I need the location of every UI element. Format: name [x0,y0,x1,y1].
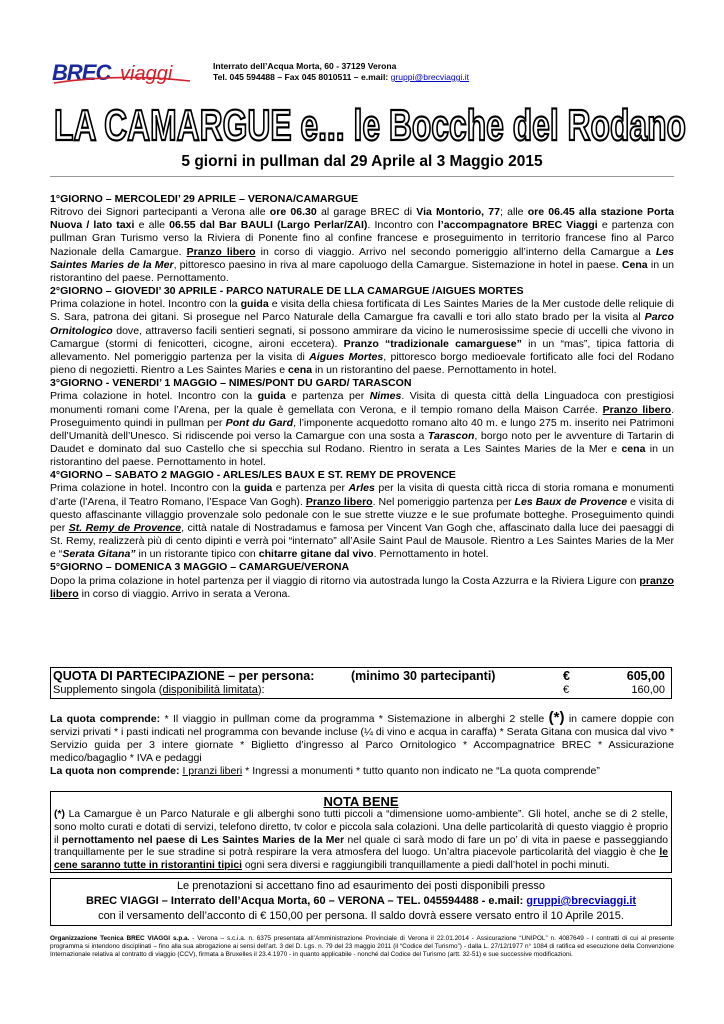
booking-line-3: con il versamento dell’acconto di € 150,00 per persona. Il saldo dovrà essere versato entro il 10 Aprile 2015. [98,910,624,922]
quota-price: 605,00 [626,669,665,683]
star-mark: (*) [548,709,565,726]
currency-symbol: € [563,669,570,683]
day-3-body: Prima colazione in hotel. Incontro con la guida e partenza per Nimes. Visita di questa città della Linguadoca con prestigiosi monumenti romani come l’Arena, per la quale è gemellata con Verona, e il tempio romano della Maison Carrée. Pranzo libero. Proseguimento quindi in pullman per Pont du Gard, l’imponente acquedotto romano alto 40 m. e lungo 275 m. inserito nei Patrimoni dell’Umanità dell’Unesco. Si ridiscende poi verso la Camargue con una sosta a Tarascon, borgo noto per le avventure di Tartarin di Daudet e dominato dal suo Castello che si specchia sul Rodano. Rientro in serata a Les Saintes Maries de la Mer e cena in un ristorantino del paese. Pernottamento in hotel. [50,390,675,469]
title-text: LA CAMARGUE e... le Bocche del Rodano [54,101,686,150]
supplement-label: Supplemento singola (disponibilità limitata): [53,684,265,696]
day-3-heading: 3°GIORNO - VENERDI’ 1 MAGGIO – NIMES/PONT DU GARD/ TARASCON [50,377,412,390]
currency-symbol: € [563,684,570,696]
svg-text:BREC: BREC [52,60,111,85]
day-4-body: Prima colazione in hotel. Incontro con la guida e partenza per Arles per la visita di questa città ricca di storia romana e monumenti d’arte (l’Arena, il Teatro Romano, l’Espace Van Gogh). Pranzo libero. Nel pomeriggio partenza per Les Baux de Provence e visita di questo affascinante villaggio provenzale solo pedonale con le sue strette viuzze e le sue profumate botteghe. Proseguimento quindi per St. Remy de Provence, città natale di Nostradamus e famosa per Vincent Van Gogh che, affascinato dalla luce dei paesaggi di St. Remy, realizzerà più di cento dipinti e verrà poi “internato” all’Asile Saint Paul de Mausole. Rientro a Les Saintes Maries de la Mer e “Serata Gitana” in un ristorante tipico con chitarre gitane dal vivo. Pernottamento in hotel. [50,482,674,561]
divider [50,176,674,177]
agency-contacts [213,61,469,83]
quota-label: QUOTA DI PARTECIPAZIONE – per persona: [53,669,315,683]
supplement-price: 160,00 [631,684,665,696]
nota-bene-box [50,791,672,873]
booking-box [50,878,672,926]
not-includes-label: La quota non comprende: [50,765,180,778]
booking-line-2: BREC VIAGGI – Interrato dell’Acqua Morta, 60 – VERONA – TEL. 045594488 - e.mail: [85,895,527,907]
page-title [50,92,690,150]
itinerary [50,193,674,601]
day-2-heading: 2°GIORNO – GIOVEDI’ 30 APRILE - PARCO NATURALE DE LLA CAMARGUE /AIGUES MORTES [50,285,524,298]
nota-bene-title: NOTA BENE [323,794,399,809]
svg-text:viaggi: viaggi [120,63,173,85]
agency-address: Interrato dell’Acqua Morta, 60 - 37129 Verona [213,61,397,71]
agency-email-link[interactable]: gruppi@brecviaggi.it [390,72,470,82]
booking-line-1: Le prenotazioni si accettano fino ad esaurimento dei posti disponibili presso [176,880,546,892]
agency-phone-fax: Tel. 045 594488 – Fax 045 8010511 – e.mail: [213,72,391,82]
trip-subtitle: 5 giorni in pullman dal 29 Aprile al 3 Maggio 2015 [181,153,543,170]
quota-includes: La quota comprende: * Il viaggio in pullman come da programma * Sistemazione in alberghi 2 stelle (*) in camere doppie con servizi privati * i pasti indicati nel programma con bevande incluse (¼ di vino e acqua in caraffa) * Serata Gitana con musica dal vivo * Servizio guida per 3 intere giornate * Biglietto d’ingresso al Parco Ornitologico * Accompagnatrice BREC * Assicurazione medico/bagaglio * IVA e pedaggi La quota non comprende: I pranzi liberi * Ingressi a monumenti * tutto quanto non indicato ne “La quota comprende” [50,709,674,778]
day-1-heading: 1°GIORNO – MERCOLEDI’ 29 APRILE – VERONA/CAMARGUE [50,193,358,205]
day-1-body: Ritrovo dei Signori partecipanti a Verona alle ore 06.30 al garage BREC di Via Montorio, 77; alle ore 06.45 alla stazione Porta Nuova / lato taxi e alle 06.55 dal Bar BAULI (Largo Perlar/ZAI). Incontro con l’accompagnatore BREC Viaggi e partenza con pullman Gran Turismo verso la Riviera di Ponente fino al confine francese e proseguimento in territorio francese fino al Parco Nazionale della Camargue. Pranzo libero in corso di viaggio. Arrivo nel secondo pomeriggio all’interno della Camargue a Les Saintes Maries de la Mer, pittoresco paesino in riva al mare capoluogo della Camargue. Sistemazione in hotel in paese. Cena in un ristorantino del paese. Pernottamento. [50,206,675,284]
day-2-body: Prima colazione in hotel. Incontro con la guida e visita della chiesa fortificata di Les Saintes Maries de la Mer custode delle reliquie di S. Sara, patrona dei gitani. Si prosegue nel Parco Naturale della Camargue fra cavalli e tori allo stato brado per la visita al Parco Ornitologico dove, attraverso facili sentieri segnati, si possono ammirare da vicino le numerosissime specie di uccelli che vivono in Camargue (stormi di fenicotteri, cicogne, aironi eccetera). Pranzo “tradizionale camarguese” in un “mas”, tipica fattoria di allevamento. Nel pomeriggio partenza per la visita di Aigues Mortes, pittoresco borgo medioevale fortificato alle foci del Rodano pieno di negozietti. Rientro a Les Saintes Maries e cena in un ristorantino del paese. Pernottamento in hotel. [50,298,675,377]
price-box [50,667,672,699]
brec-viaggi-logo [50,59,200,85]
day-4-heading: 4°GIORNO – SABATO 2 MAGGIO - ARLES/LES BAUX E ST. REMY DE PROVENCE [50,469,456,482]
day-5-heading: 5°GIORNO – DOMENICA 3 MAGGIO – CAMARGUE/VERONA [50,561,350,574]
includes-label: La quota comprende: [50,713,161,725]
nota-bene-text: (*) La Camargue è un Parco Naturale e gli alberghi sono tutti piccoli a “dimensione uomo-ambiente”. Gli hotel, anche se di 2 stelle, sono molto curati e dotati di servizi, telefono diretto, tv color e piccola sala colazioni. Una delle particolarità di questo viaggio è proprio il pernottamento nel paese di Les Saintes Maries de la Mer nel quale ci sarà modo di fare un po’ di vita in paese e passeggiando tranquillamente per le sue stradine si potrà respirare la vera atmosfera del luogo. Un’altra piacevole particolarità del viaggio è che le cene saranno tutte in ristorantini tipici ogni sera diversi e raggiungibili tranquillamente a piedi dall’hotel in pochi minuti. [54,809,668,872]
day-5-body: Dopo la prima colazione in hotel partenza per il viaggio di ritorno via autostrada lungo la Costa Azzurra e la Riviera Ligure con pranzo libero in corso di viaggio. Arrivo in serata a Verona. [50,574,674,600]
quota-minimum: (minimo 30 partecipanti) [351,669,496,683]
booking-email-link[interactable]: gruppi@brecviaggi.it [526,895,637,907]
legal-footer: Organizzazione Tecnica BREC VIAGGI s.p.a. - Verona – s.c.i.a. n. 6375 presentata all’Amministrazione Provinciale di Verona il 22.01.2014 - Assicurazione “UNIPOL” n. 4087649 - I contratti di cui al presente programma si intendono disciplinati – fino alla sua abrogazione ai sensi dell’art. 3 del D. Lgs. n. 79 del 23 maggio 2011 (il “Codice del Turismo”) - dalla L. 27/12/1977 n° 1084 di ratifica ed esecuzione della Convenzione Internazionale relativa al contratto di viaggio (CCV), firmata a Bruxelles il 23.4.1970 - in quanto applicabile - nonché dal Codice del Turismo (artt. 32-51) e sue successive modificazioni. [50,935,674,958]
